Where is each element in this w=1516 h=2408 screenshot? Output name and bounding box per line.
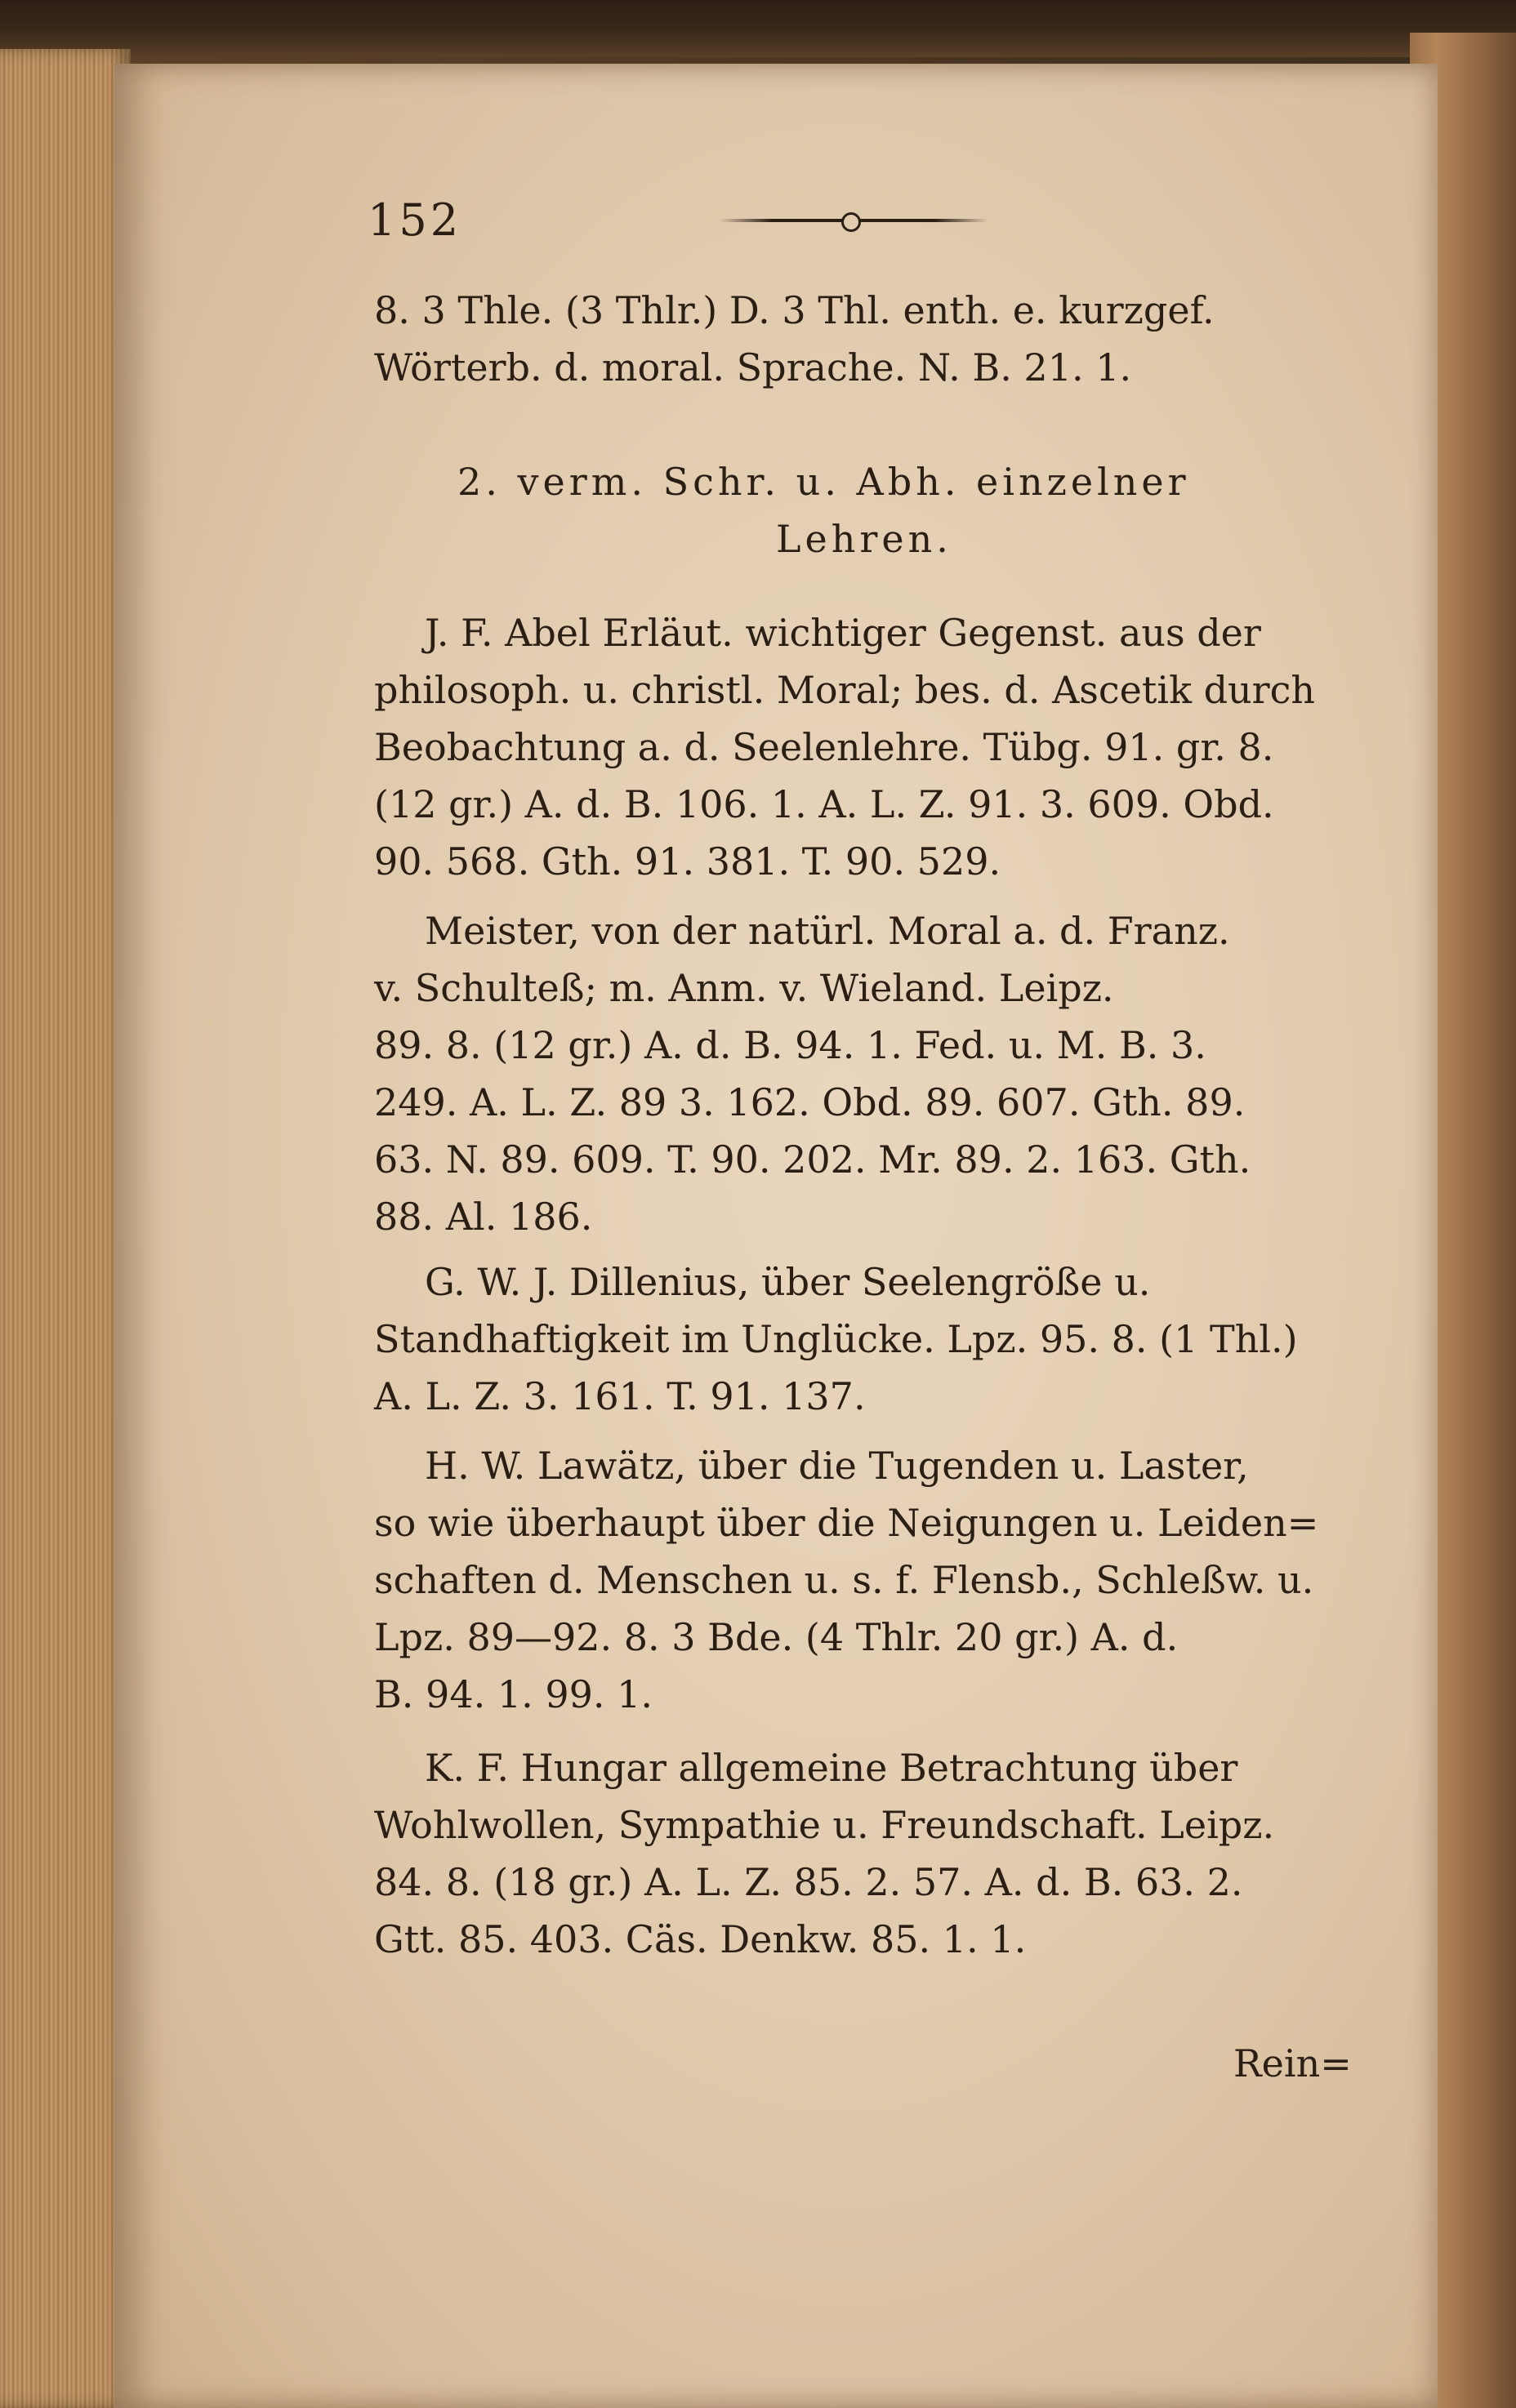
text-line: philosoph. u. christl. Moral; bes. d. Ascetik durch — [374, 668, 1316, 712]
text-line: Beobachtung a. d. Seelenlehre. Tübg. 91. gr. 8. — [374, 725, 1274, 769]
text-line: Lpz. 89—92. 8. 3 Bde. (4 Thlr. 20 gr.) A. d. — [374, 1615, 1179, 1659]
text-line: Standhaftigkeit im Unglücke. Lpz. 95. 8. (1 Thl.) — [374, 1317, 1298, 1361]
text-line: schaften d. Menschen u. s. f. Flensb., Schleßw. u. — [374, 1558, 1314, 1602]
text-line: 249. A. L. Z. 89 3. 162. Obd. 89. 607. Gth. 89. — [374, 1080, 1246, 1124]
text-line: so wie überhaupt über die Neigungen u. Leiden= — [374, 1501, 1319, 1545]
text-line: (12 gr.) A. d. B. 106. 1. A. L. Z. 91. 3. 609. Obd. — [374, 782, 1274, 826]
text-line: 84. 8. (18 gr.) A. L. Z. 85. 2. 57. A. d. B. 63. 2. — [374, 1860, 1243, 1904]
text-line: 88. Al. 186. — [374, 1195, 593, 1239]
header-ornament — [841, 212, 861, 232]
text-line: 8. 3 Thle. (3 Thlr.) D. 3 Thl. enth. e. kurzgef. — [374, 288, 1215, 332]
section-heading: 2. verm. Schr. u. Abh. einzelner — [457, 460, 1190, 504]
text-line: A. L. Z. 3. 161. T. 91. 137. — [374, 1374, 866, 1418]
text-line: Gtt. 85. 403. Cäs. Denkw. 85. 1. 1. — [374, 1917, 1027, 1961]
text-line: G. W. J. Dillenius, über Seelengröße u. — [425, 1260, 1151, 1304]
book-top-edge — [0, 0, 1516, 57]
text-line: 63. N. 89. 609. T. 90. 202. Mr. 89. 2. 163. Gth. — [374, 1137, 1251, 1182]
text-line: v. Schulteß; m. Anm. v. Wieland. Leipz. — [374, 966, 1114, 1010]
text-line: K. F. Hungar allgemeine Betrachtung über — [425, 1746, 1238, 1790]
page-number: 152 — [368, 194, 462, 246]
text-line: 90. 568. Gth. 91. 381. T. 90. 529. — [374, 839, 1001, 884]
page-edges — [0, 49, 131, 2408]
text-line: Wohlwollen, Sympathie u. Freundschaft. Leipz. — [374, 1803, 1275, 1847]
text-line: B. 94. 1. 99. 1. — [374, 1672, 653, 1716]
catchword: Rein= — [1233, 2041, 1352, 2085]
text-line: Wörterb. d. moral. Sprache. N. B. 21. 1. — [374, 345, 1132, 389]
text-line: Meister, von der natürl. Moral a. d. Franz. — [425, 909, 1230, 953]
text-line: J. F. Abel Erläut. wichtiger Gegenst. aus der — [425, 611, 1261, 655]
section-heading: Lehren. — [776, 517, 952, 561]
text-line: H. W. Lawätz, über die Tugenden u. Laster, — [425, 1444, 1249, 1488]
text-line: 89. 8. (12 gr.) A. d. B. 94. 1. Fed. u. M. B. 3. — [374, 1023, 1206, 1067]
